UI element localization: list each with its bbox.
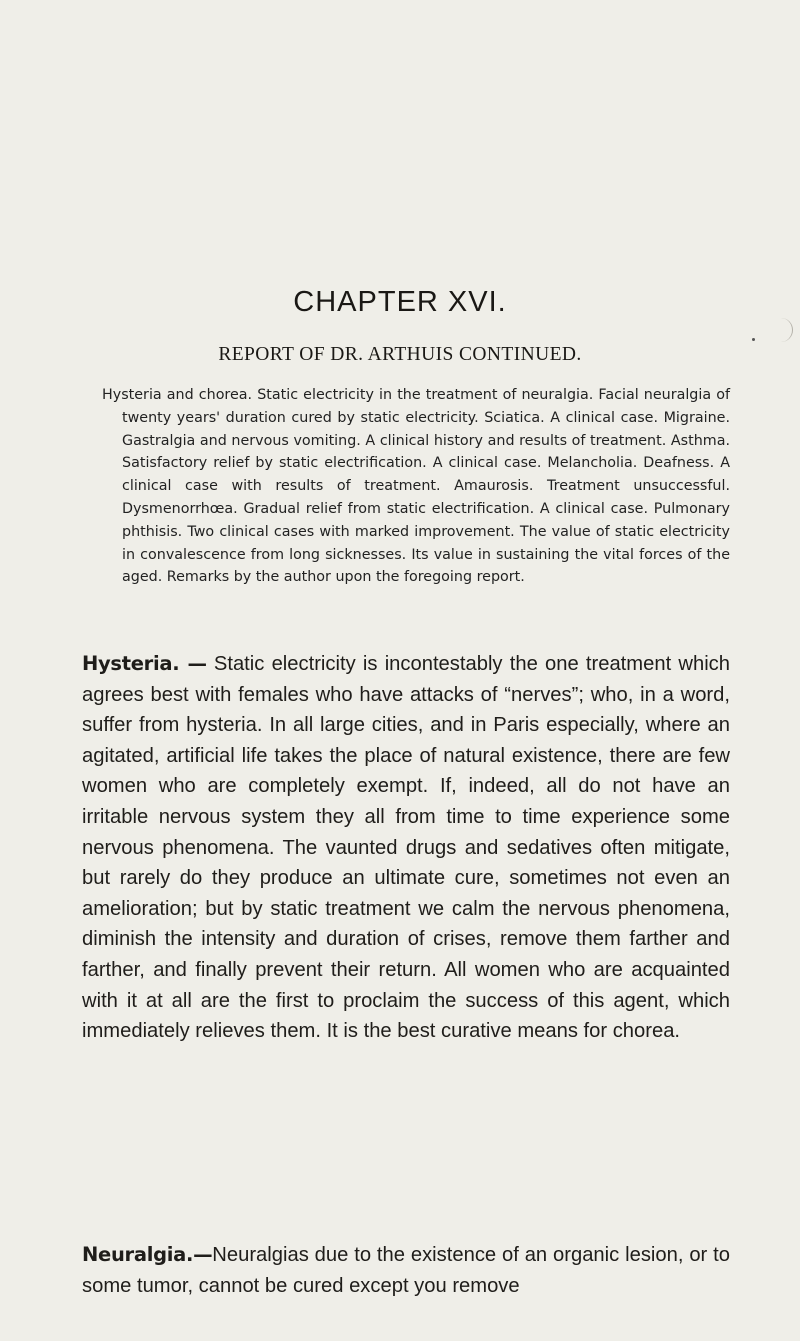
run-in-heading-neuralgia: Neuralgia.— — [82, 1243, 213, 1266]
section-heading: REPORT OF DR. ARTHUIS CONTINUED. — [218, 344, 582, 365]
chapter-synopsis: Hysteria and chorea. Static electricity in the treatment of neuralgia. Facial neuralgia of twenty years' duration cured by static electricity. Sciatica. A clinical case. Migraine. Gastralgia and nervous vomiting. A clinical history and results of treatment. Asthma. Satisfactory relief by static electrification. A clinical case. Melancholia. Deafness. A clinical case with results of treatment. Amaurosis. Treatment unsuccessful. Dysmenorrhœa. Gradual relief from static electrification. A clinical case. Pulmonary phthisis. Two clinical cases with marked improvement. The value of static electricity in convalescence from long sicknesses. Its value in sustaining the vital forces of the aged. Remarks by the author upon the foregoing report. — [102, 387, 730, 586]
margin-dot — [752, 338, 755, 341]
run-in-heading-hysteria: Hysteria. — — [82, 652, 207, 675]
chapter-title: CHAPTER XVI. — [293, 286, 507, 318]
margin-pencil-mark — [776, 318, 793, 342]
paragraph-hysteria-text: Static electricity is incontestably the one treatment which agrees best with females who have attacks of “nerves”; who, in a word, suffer from hysteria. In all large cities, and in Paris especially, where an agitated, artificial life takes the place of natural existence, there are few women who are completely exempt. If, indeed, all do not have an irritable nervous system they all from time to time experience some nervous phenomena. The vaunted drugs and sedatives often mitigate, but rarely do they produce an ultimate cure, sometimes not even an amelioration; but by static treatment we calm the nervous phenomena, diminish the intensity and duration of crises, remove them farther and farther, and finally prevent their return. All women who are acquainted with it at all are the first to proclaim the success of this agent, which immediately relieves them. It is the best curative means for chorea. — [82, 653, 730, 1043]
paragraph-neuralgia-text: Neuralgias due to the existence of an organic lesion, or to some tumor, cannot be cured except you remove — [82, 1244, 730, 1297]
paragraph-hysteria — [82, 649, 730, 1047]
paragraph-neuralgia — [82, 1240, 730, 1301]
